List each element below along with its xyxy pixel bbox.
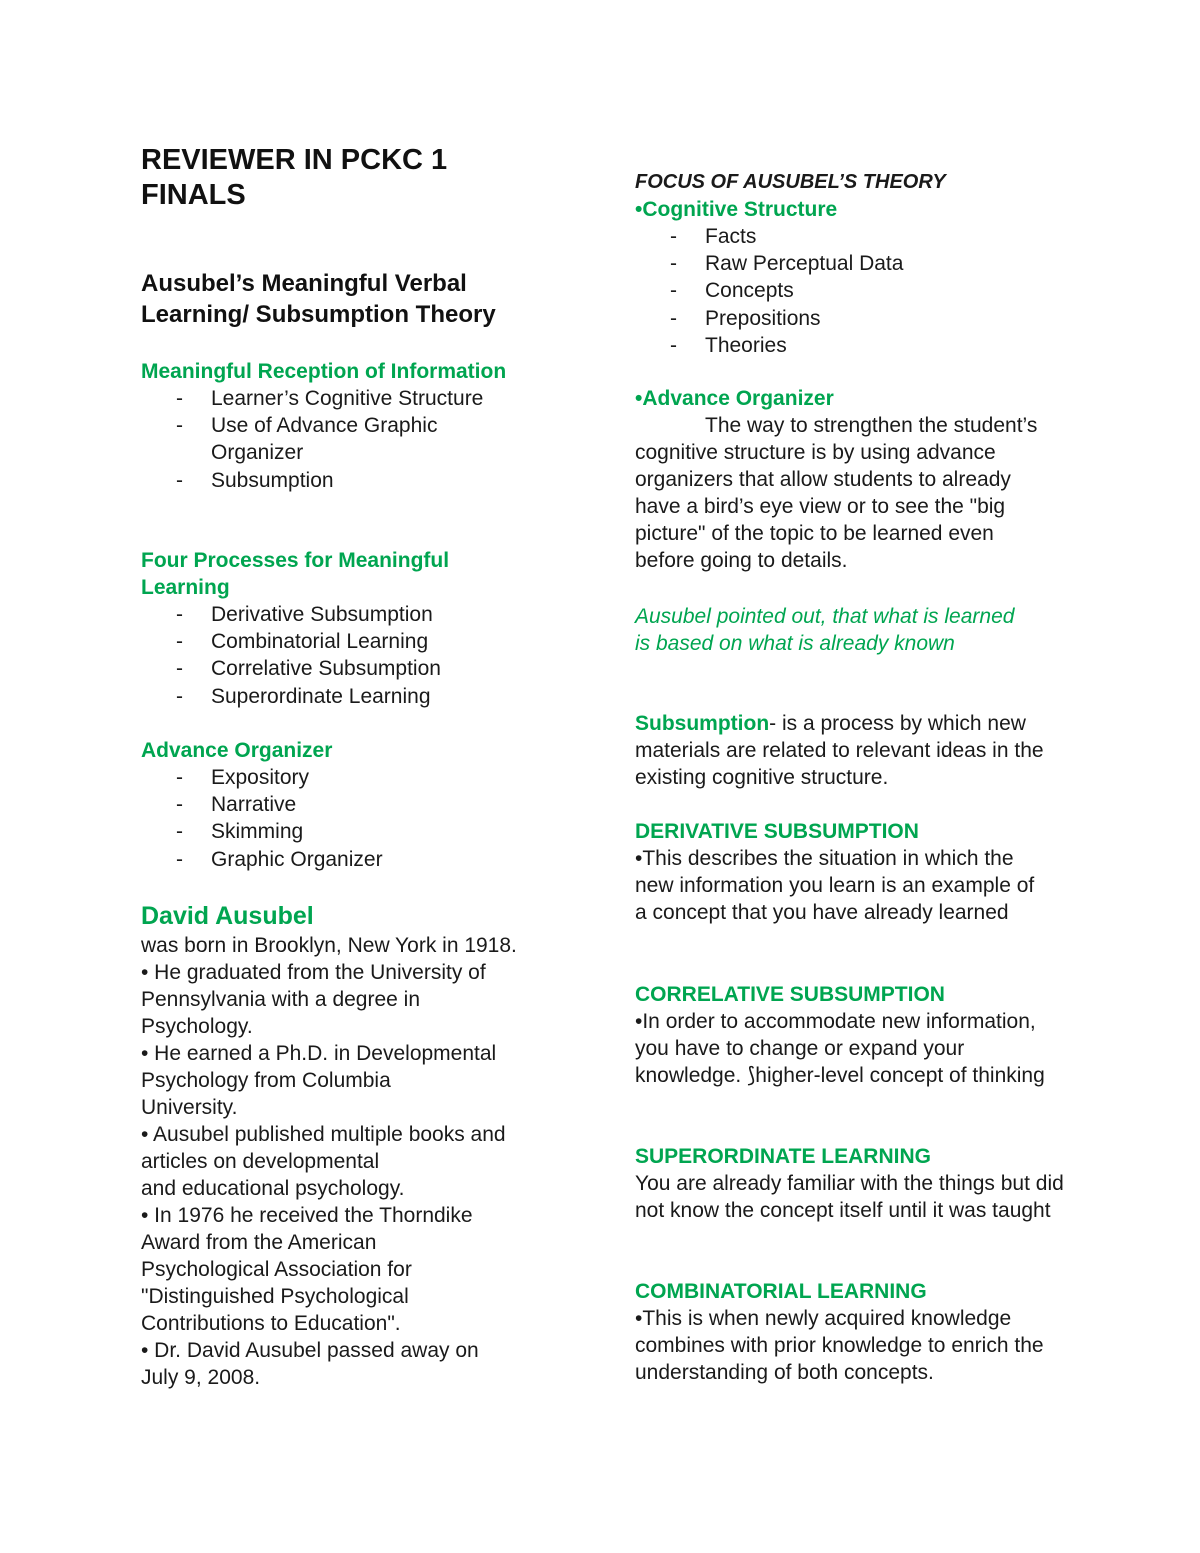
subsumption-definition xyxy=(635,710,1055,791)
list-item: - Subsumption xyxy=(141,467,581,494)
section-heading: Four Processes for Meaningful Learning xyxy=(141,549,450,599)
section-heading: CORRELATIVE SUBSUMPTION xyxy=(635,983,945,1006)
advance-organizer-text: The way to strengthen the student’s cognitive structure is by using advance organizers that allow students to already have a bird’s eye view or to see the "big picture" of the topic to be learned even before going to details. xyxy=(635,414,1038,572)
bullet-list xyxy=(141,764,581,873)
bio-name: David Ausubel xyxy=(141,902,314,930)
section-heading: Advance Organizer xyxy=(141,739,333,762)
subtitle-line-1: Ausubel’s Meaningful Verbal xyxy=(141,270,467,297)
bio-line: University. xyxy=(141,1096,238,1119)
bio-line: was born in Brooklyn, New York in 1918. xyxy=(141,934,517,957)
section-subsumption-definition xyxy=(635,710,1055,791)
list-item: - Concepts xyxy=(635,277,1075,304)
section-advance-organizer-detail xyxy=(635,385,1055,574)
bio-line: articles on developmental xyxy=(141,1150,380,1173)
section-text: •This is when newly acquired knowledge combines with prior knowledge to enrich the understanding of both concepts. xyxy=(635,1307,1044,1384)
bio-line: • Dr. David Ausubel passed away on xyxy=(141,1339,479,1362)
bio-line: Award from the American xyxy=(141,1231,377,1254)
list-item: - Expository xyxy=(141,764,581,791)
bio-line: • He earned a Ph.D. in Developmental xyxy=(141,1042,497,1065)
subtitle-line-2: Learning/ Subsumption Theory xyxy=(141,301,496,328)
bio-line: Psychological Association for xyxy=(141,1258,412,1281)
section-heading: DERIVATIVE SUBSUMPTION xyxy=(635,820,919,843)
bio-line: Psychology from Columbia xyxy=(141,1069,391,1092)
list-item: - Derivative Subsumption xyxy=(141,601,501,628)
section-text: •This describes the situation in which the new information you learn is an example of a concept that you have already learned xyxy=(635,847,1035,924)
cognitive-structure-heading: •Cognitive Structure xyxy=(635,198,838,221)
section-text: •In order to accommodate new information, you have to change or expand your knowledge. ⟆higher-level concept of thinking xyxy=(635,1010,1045,1087)
bullet-list xyxy=(635,223,1075,359)
bio-line: Psychology. xyxy=(141,1015,253,1038)
section-derivative-subsumption xyxy=(635,818,1035,926)
section-combinatorial-learning xyxy=(635,1278,1065,1386)
section-meaningful-reception xyxy=(141,358,581,494)
title-line-1: REVIEWER IN PCKC 1 xyxy=(141,144,448,176)
list-item: - Skimming xyxy=(141,818,581,845)
section-david-ausubel-bio xyxy=(141,900,581,1391)
list-item: - Superordinate Learning xyxy=(141,683,501,710)
bio-line: • Ausubel published multiple books and xyxy=(141,1123,506,1146)
bio-line: • In 1976 he received the Thorndike xyxy=(141,1204,473,1227)
advance-organizer-heading: •Advance Organizer xyxy=(635,387,834,410)
ausubel-quote: Ausubel pointed out, that what is learned is based on what is already known xyxy=(635,605,1015,656)
list-item: - Combinatorial Learning xyxy=(141,628,501,655)
document-subtitle xyxy=(141,268,496,330)
list-item: - Narrative xyxy=(141,791,581,818)
bio-line: July 9, 2008. xyxy=(141,1366,261,1389)
section-superordinate-learning xyxy=(635,1143,1065,1224)
section-heading: COMBINATORIAL LEARNING xyxy=(635,1280,927,1303)
list-item: - Use of Advance Graphic Organizer xyxy=(141,412,501,466)
subsumption-term: Subsumption xyxy=(635,712,770,735)
section-four-processes xyxy=(141,547,501,710)
list-item: - Facts xyxy=(635,223,1075,250)
list-item: - Learner’s Cognitive Structure xyxy=(141,385,581,412)
bio-line: and educational psychology. xyxy=(141,1177,405,1200)
list-item: - Graphic Organizer xyxy=(141,846,581,873)
section-quote xyxy=(635,603,1025,657)
document-title xyxy=(141,143,447,213)
bio-line: Pennsylvania with a degree in xyxy=(141,988,421,1011)
section-focus xyxy=(635,169,1075,359)
section-correlative-subsumption xyxy=(635,981,1045,1089)
list-item: - Correlative Subsumption xyxy=(141,655,501,682)
list-item: - Theories xyxy=(635,332,1075,359)
bio-text xyxy=(141,932,581,1391)
title-line-2: FINALS xyxy=(141,179,246,211)
subsumption-text: - is a process by which new materials are related to relevant ideas in the existing cognitive structure. xyxy=(635,712,1044,789)
bio-line: "Distinguished Psychological xyxy=(141,1285,409,1308)
focus-heading: FOCUS OF AUSUBEL’S THEORY xyxy=(635,171,946,193)
section-heading: SUPERORDINATE LEARNING xyxy=(635,1145,931,1168)
section-heading: Meaningful Reception of Information xyxy=(141,360,507,383)
bio-line: • He graduated from the University of xyxy=(141,961,486,984)
bullet-list xyxy=(141,601,501,710)
section-advance-organizer xyxy=(141,737,581,873)
section-text: You are already familiar with the things but did not know the concept itself until it was taught xyxy=(635,1172,1064,1222)
bio-line: Contributions to Education". xyxy=(141,1312,401,1335)
bullet-list xyxy=(141,385,581,494)
list-item: - Prepositions xyxy=(635,305,1075,332)
list-item: - Raw Perceptual Data xyxy=(635,250,1075,277)
